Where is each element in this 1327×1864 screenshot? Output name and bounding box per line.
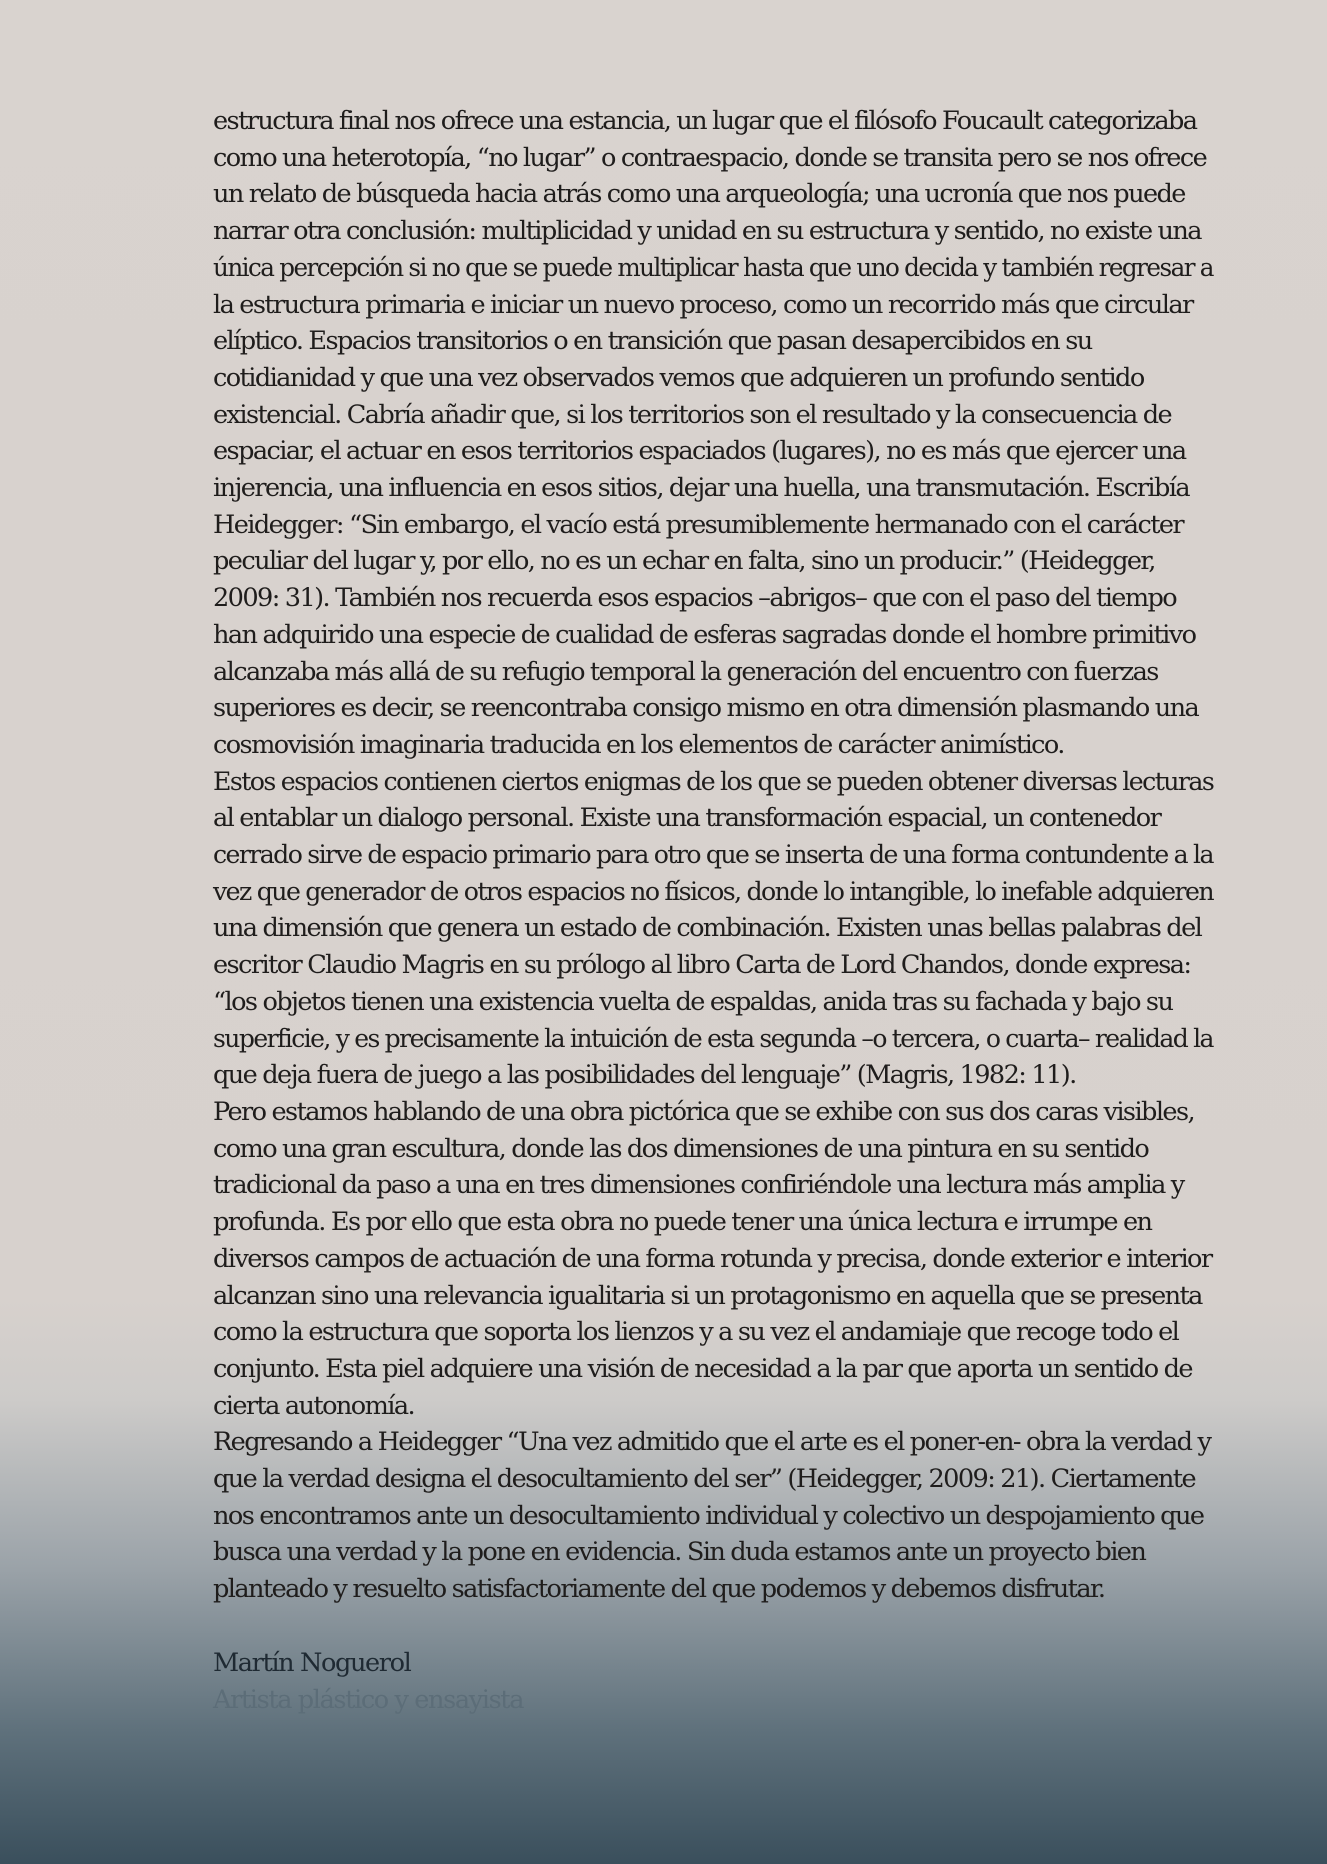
text-line: cerrado sirve de espacio primario para otro que se inserta de una forma contundente a la bbox=[213, 840, 1213, 871]
author-name: Martín Noguerol bbox=[213, 1648, 411, 1678]
text-line: como una gran escultura, donde las dos dimensiones de una pintura en su sentido bbox=[213, 1133, 1149, 1164]
text-line: 2009: 31). También nos recuerda esos espacios –abrigos– que con el paso del tiempo bbox=[213, 583, 1177, 614]
text-line: Heidegger: “Sin embargo, el vacío está presumiblemente hermanado con el carácter bbox=[213, 509, 1184, 540]
text-line: peculiar del lugar y, por ello, no es un echar en falta, sino un producir.” (Heidegger, bbox=[213, 546, 1155, 577]
text-line: un relato de búsqueda hacia atrás como una arqueología; una ucronía que nos puede bbox=[213, 179, 1185, 210]
text-line: busca una verdad y la pone en evidencia. Sin duda estamos ante un proyecto bien bbox=[213, 1537, 1146, 1568]
text-line: espaciar, el actuar en esos territorios espaciados (lugares), no es más que ejercer una bbox=[213, 436, 1186, 467]
text-line: Estos espacios contienen ciertos enigmas de los que se pueden obtener diversas lecturas bbox=[213, 766, 1214, 797]
text-line: cierta autonomía. bbox=[213, 1390, 415, 1421]
signature-block bbox=[213, 1645, 523, 1718]
text-line: la estructura primaria e iniciar un nuevo proceso, como un recorrido más que circular bbox=[213, 289, 1193, 320]
text-line: existencial. Cabría añadir que, si los territorios son el resultado y la consecuencia de bbox=[213, 399, 1172, 430]
author-role: Artista plástico y ensayista bbox=[213, 1684, 524, 1715]
text-line: planteado y resuelto satisfactoriamente del que podemos y debemos disfrutar. bbox=[213, 1574, 1105, 1605]
essay-body bbox=[213, 103, 1213, 1608]
text-line: que la verdad designa el desocultamiento del ser” (Heidegger, 2009: 21). Ciertamente bbox=[213, 1464, 1196, 1495]
text-line: injerencia, una influencia en esos sitios, dejar una huella, una transmutación. Escribía bbox=[213, 473, 1190, 504]
text-line: profunda. Es por ello que esta obra no puede tener una única lectura e irrumpe en bbox=[213, 1207, 1152, 1238]
text-line: al entablar un dialogo personal. Existe una transformación espacial, un contenedor bbox=[213, 803, 1161, 834]
text-line: nos encontramos ante un desocultamiento individual y colectivo un despojamiento que bbox=[213, 1500, 1204, 1531]
text-line: superiores es decir, se reencontraba consigo mismo en otra dimensión plasmando una bbox=[213, 693, 1199, 724]
text-line: una dimensión que genera un estado de combinación. Existen unas bellas palabras del bbox=[213, 913, 1202, 944]
text-line: han adquirido una especie de cualidad de esferas sagradas donde el hombre primitivo bbox=[213, 619, 1196, 650]
text-line: vez que generador de otros espacios no físicos, donde lo intangible, lo inefable adquieren bbox=[213, 876, 1213, 907]
text-line: alcanzaba más allá de su refugio temporal la generación del encuentro con fuerzas bbox=[213, 656, 1158, 687]
text-line: tradicional da paso a una en tres dimensiones confiriéndole una lectura más amplia y bbox=[213, 1170, 1184, 1201]
text-line: cosmovisión imaginaria traducida en los elementos de carácter animístico. bbox=[213, 729, 1064, 760]
text-line: conjunto. Esta piel adquiere una visión de necesidad a la par que aporta un sentido de bbox=[213, 1353, 1192, 1384]
text-line: alcanzan sino una relevancia igualitaria si un protagonismo en aquella que se presenta bbox=[213, 1280, 1202, 1311]
text-line: escritor Claudio Magris en su prólogo al libro Carta de Lord Chandos, donde expresa: bbox=[213, 950, 1191, 981]
text-line: superficie, y es precisamente la intuición de esta segunda –o tercera, o cuarta– realidad la bbox=[213, 1023, 1213, 1054]
text-line: elíptico. Espacios transitorios o en transición que pasan desapercibidos en su bbox=[213, 326, 1092, 357]
text-line: “los objetos tienen una existencia vuelta de espaldas, anida tras su fachada y bajo su bbox=[213, 986, 1173, 1017]
text-line: como la estructura que soporta los lienzos y a su vez el andamiaje que recoge todo el bbox=[213, 1317, 1179, 1348]
text-line: única percepción si no que se puede multiplicar hasta que uno decida y también regresar a bbox=[213, 252, 1213, 283]
text-line: Regresando a Heidegger “Una vez admitido que el arte es el poner-en- obra la verdad y bbox=[213, 1427, 1211, 1458]
text-line: narrar otra conclusión: multiplicidad y unidad en su estructura y sentido, no existe una bbox=[213, 216, 1201, 247]
text-line: Pero estamos hablando de una obra pictórica que se exhibe con sus dos caras visibles, bbox=[213, 1096, 1195, 1127]
text-line: cotidianidad y que una vez observados vemos que adquieren un profundo sentido bbox=[213, 362, 1144, 393]
text-line: que deja fuera de juego a las posibilidades del lenguaje” (Magris, 1982: 11). bbox=[213, 1060, 1076, 1091]
text-line: como una heterotopía, “no lugar” o contraespacio, donde se transita pero se nos ofrece bbox=[213, 142, 1207, 173]
text-line: estructura final nos ofrece una estancia, un lugar que el filósofo Foucault categorizaba bbox=[213, 106, 1197, 136]
text-line: diversos campos de actuación de una forma rotunda y precisa, donde exterior e interior bbox=[213, 1243, 1212, 1274]
